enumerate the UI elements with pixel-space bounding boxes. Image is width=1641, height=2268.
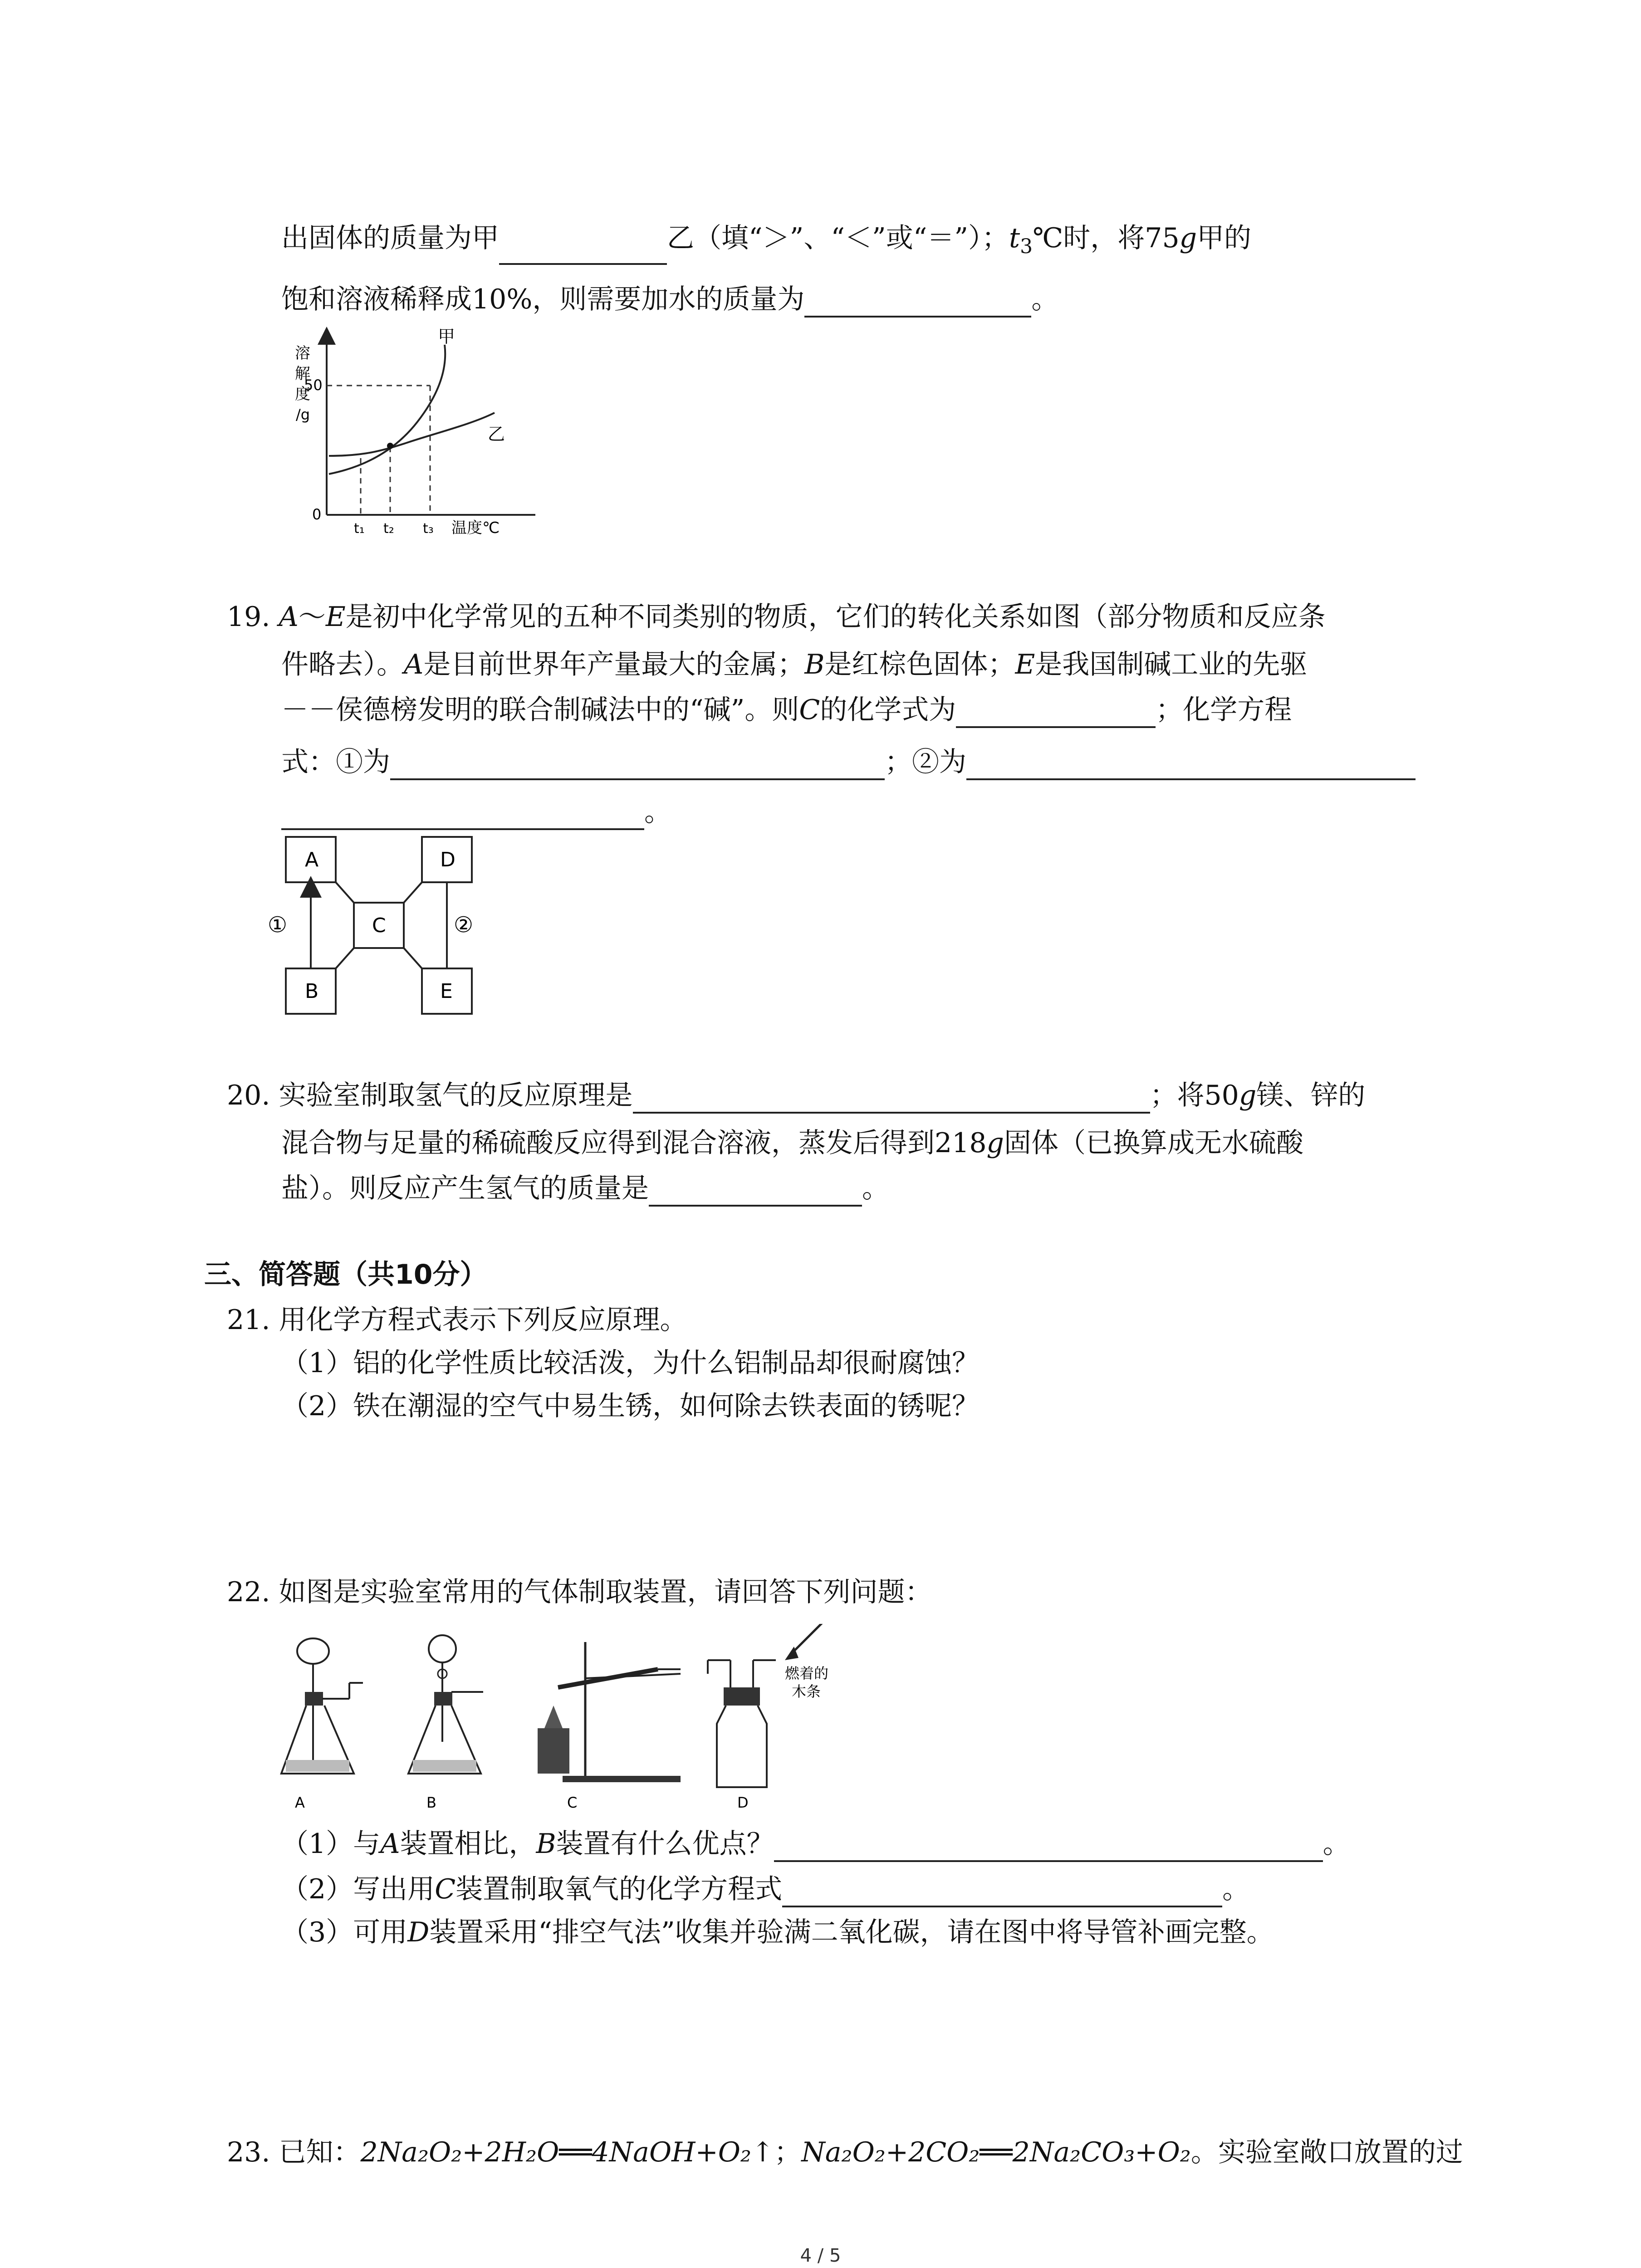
q22-blank-advantage[interactable] bbox=[774, 1831, 1323, 1862]
q18-sub-3: 3 bbox=[1020, 235, 1033, 258]
q19-text: 是初中化学常见的五种不同类别的物质，它们的转化关系如图（部分物质和反应条 bbox=[345, 601, 1326, 633]
box-A-label: A bbox=[305, 848, 319, 871]
apparatus-B bbox=[408, 1635, 483, 1811]
q22-text: 。 bbox=[1222, 1873, 1250, 1905]
q22-number: 22. bbox=[227, 1576, 270, 1608]
q21-line1 bbox=[227, 1302, 687, 1338]
graph-origin: 0 bbox=[312, 506, 322, 523]
q22-var: A bbox=[380, 1828, 400, 1860]
graph-ylabel: 溶 bbox=[295, 344, 310, 362]
burning-stick-label-2: 木条 bbox=[792, 1683, 821, 1700]
q18-blank-1[interactable] bbox=[499, 234, 667, 265]
q21-sub2: （2）铁在潮湿的空气中易生锈，如何除去铁表面的锈呢？ bbox=[281, 1390, 980, 1422]
q22-text: （3）可用 bbox=[281, 1916, 408, 1948]
q22-sub3 bbox=[281, 1914, 1274, 1950]
q19-var: B bbox=[804, 649, 825, 680]
q20-unit-g: g bbox=[986, 1127, 1004, 1159]
q20-text: 固体（已换算成无水硫酸 bbox=[1004, 1127, 1303, 1159]
q18-var-t: t bbox=[1009, 222, 1020, 254]
q23-line1 bbox=[227, 2134, 1463, 2170]
apparatus-B-label: B bbox=[426, 1794, 436, 1811]
q19-blank-formula[interactable] bbox=[956, 697, 1156, 728]
q19-line4 bbox=[281, 744, 1416, 780]
graph-tick-50: 50 bbox=[304, 376, 323, 394]
q22-text: 装置采用“排空气法”收集并验满二氧化碳，请在图中将导管补画完整。 bbox=[429, 1916, 1274, 1948]
q22-var: D bbox=[407, 1916, 430, 1948]
q19-blank-eq1[interactable] bbox=[390, 749, 885, 780]
q20-text: ；将50 bbox=[1150, 1080, 1239, 1111]
q19-text: ～ bbox=[298, 601, 326, 633]
q19-number: 19. bbox=[227, 601, 270, 633]
q20-number: 20. bbox=[227, 1080, 270, 1111]
q19-blank-eq2[interactable] bbox=[966, 749, 1416, 780]
curve-yi bbox=[329, 413, 495, 456]
apparatus-C bbox=[538, 1642, 681, 1811]
q19-line1 bbox=[227, 599, 1326, 635]
q22-sub2 bbox=[281, 1871, 1249, 1907]
apparatus-C-label: C bbox=[567, 1794, 578, 1811]
q19-text: ；②为 bbox=[885, 746, 966, 778]
q19-text: －－侯德榜发明的联合制碱法中的“碱”。则 bbox=[281, 694, 799, 726]
q18-text: ℃时，将75 bbox=[1033, 222, 1180, 254]
box-D-label: D bbox=[440, 848, 456, 871]
q20-line3 bbox=[281, 1170, 889, 1207]
q19-text: ；化学方程 bbox=[1156, 694, 1292, 726]
q18-text: 饱和溶液稀释成10%，则需要加水的质量为 bbox=[281, 284, 805, 315]
q20-blank-principle[interactable] bbox=[633, 1083, 1150, 1114]
q20-line1 bbox=[227, 1077, 1365, 1114]
q18-blank-2[interactable] bbox=[804, 287, 1031, 318]
q18-line2 bbox=[281, 281, 1058, 318]
q20-text: 混合物与足量的稀硫酸反应得到混合溶液，蒸发后得到218 bbox=[281, 1127, 987, 1159]
q22-text: （1）与 bbox=[281, 1828, 381, 1860]
apparatus-A-label: A bbox=[295, 1794, 305, 1811]
q18-unit-g: g bbox=[1179, 222, 1197, 254]
q22-sub1 bbox=[281, 1826, 1350, 1862]
graph-tick-t3: t₃ bbox=[423, 521, 434, 535]
graph-ylabel: 解 bbox=[295, 365, 310, 383]
q22-line1 bbox=[227, 1574, 932, 1610]
page-number: 4 / 5 bbox=[800, 2245, 841, 2266]
q22-text: 装置相比， bbox=[400, 1828, 536, 1860]
q18-text: 甲的 bbox=[1197, 222, 1252, 254]
q19-text: 是红棕色固体； bbox=[824, 649, 1015, 680]
q19-line3 bbox=[281, 692, 1292, 728]
q20-blank-mass[interactable] bbox=[649, 1176, 862, 1207]
q20-text: 盐）。则反应产生氢气的质量是 bbox=[281, 1173, 649, 1204]
q19-var: E bbox=[325, 601, 346, 633]
graph-ylabel: /g bbox=[296, 406, 310, 423]
q23-number: 23. bbox=[227, 2136, 270, 2168]
box-E-label: E bbox=[440, 980, 453, 1003]
q23-text: 已知： bbox=[279, 2136, 361, 2168]
conversion-diagram bbox=[254, 830, 508, 1025]
box-B-label: B bbox=[305, 980, 319, 1003]
q23-text: 。实验室敞口放置的过 bbox=[1190, 2136, 1463, 2168]
section3-title: 三、简答题（共10分） bbox=[204, 1259, 487, 1290]
line-C-E bbox=[404, 948, 422, 968]
q19-var: A bbox=[404, 649, 424, 680]
line-C-D bbox=[404, 882, 422, 903]
q23-text: ； bbox=[774, 2136, 802, 2168]
q21-number: 21. bbox=[227, 1304, 270, 1336]
curve-jia-label: 甲 bbox=[438, 327, 456, 347]
label-reaction-2: ② bbox=[454, 912, 474, 938]
q22-text: 如图是实验室常用的气体制取装置，请回答下列问题： bbox=[279, 1576, 932, 1608]
q20-text: 镁、锌的 bbox=[1256, 1080, 1366, 1111]
q20-text: 实验室制取氢气的反应原理是 bbox=[279, 1080, 633, 1111]
q19-var: E bbox=[1015, 649, 1035, 680]
graph-xlabel: 温度℃ bbox=[451, 519, 500, 535]
q21-text: 用化学方程式表示下列反应原理。 bbox=[279, 1304, 687, 1336]
q22-text: 装置有什么优点？ bbox=[556, 1828, 774, 1860]
q20-text: 。 bbox=[862, 1173, 889, 1204]
q22-text: （2）写出用 bbox=[281, 1873, 435, 1905]
intersection-point bbox=[387, 443, 393, 449]
q23-equation-1: 2Na₂O₂+2H₂O══4NaOH+O₂↑ bbox=[360, 2136, 774, 2168]
apparatus-D-label: D bbox=[737, 1794, 749, 1811]
q19-blank-eq2-cont[interactable] bbox=[281, 799, 644, 830]
line-A-C bbox=[336, 882, 354, 903]
q19-var: C bbox=[799, 694, 820, 726]
q20-unit-g: g bbox=[1239, 1080, 1257, 1111]
label-reaction-1: ① bbox=[268, 912, 288, 938]
q20-line2 bbox=[281, 1125, 1303, 1161]
q19-text: 。 bbox=[644, 796, 671, 828]
q19-text: 件略去）。 bbox=[281, 649, 404, 680]
apparatus-D bbox=[708, 1624, 828, 1811]
line-B-C bbox=[336, 948, 354, 968]
q19-line2 bbox=[281, 646, 1307, 683]
curve-yi-label: 乙 bbox=[488, 424, 505, 444]
apparatus-figure bbox=[272, 1624, 907, 1823]
q19-text: 的化学式为 bbox=[820, 694, 956, 726]
q18-text: 乙（填“＞”、“＜”或“＝”）； bbox=[667, 222, 1009, 254]
graph-tick-t2: t₂ bbox=[383, 521, 394, 535]
apparatus-A bbox=[281, 1638, 363, 1811]
q19-text: 是我国制碱工业的先驱 bbox=[1035, 649, 1308, 680]
q21-sub1: （1）铝的化学性质比较活泼，为什么铝制品却很耐腐蚀？ bbox=[281, 1347, 980, 1379]
burning-stick-label-1: 燃着的 bbox=[785, 1665, 829, 1682]
q19-line5 bbox=[281, 794, 671, 830]
q18-line1 bbox=[281, 220, 1251, 265]
q22-blank-equation[interactable] bbox=[782, 1877, 1222, 1907]
solubility-graph bbox=[281, 327, 554, 535]
q22-var: B bbox=[536, 1828, 556, 1860]
q19-text: 是目前世界年产量最大的金属； bbox=[423, 649, 805, 680]
graph-tick-t1: t₁ bbox=[354, 521, 365, 535]
graph-ylabel: 度 bbox=[295, 385, 310, 403]
q18-text: 出固体的质量为甲 bbox=[281, 222, 499, 254]
q22-text: 装置制取氧气的化学方程式 bbox=[456, 1873, 783, 1905]
q18-text: 。 bbox=[1031, 284, 1059, 315]
box-C-label: C bbox=[372, 914, 386, 937]
q19-text: 式：①为 bbox=[281, 746, 390, 778]
q22-var: C bbox=[435, 1873, 456, 1905]
q23-equation-2: Na₂O₂+2CO₂══2Na₂CO₃+O₂ bbox=[801, 2136, 1191, 2168]
q19-var: A bbox=[279, 601, 299, 633]
q22-text: 。 bbox=[1323, 1828, 1350, 1860]
